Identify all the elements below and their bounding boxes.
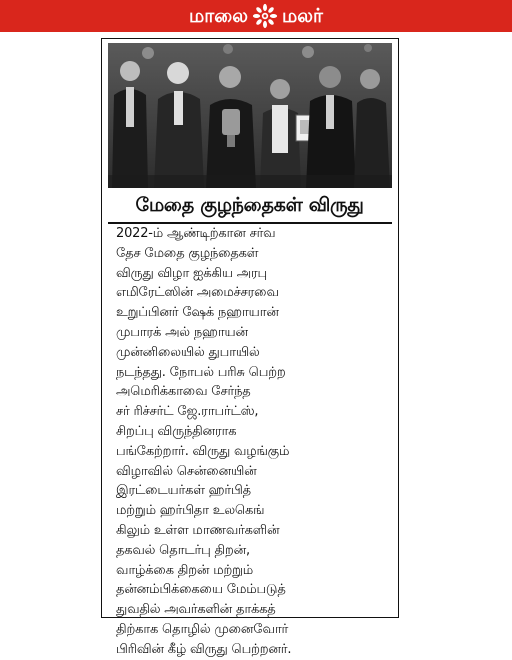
body-line: இரட்டையர்கள் ஹர்பித்	[116, 483, 251, 499]
body-line: திற்காக தொழில் முனைவோர்	[116, 621, 289, 637]
body-line: தேச மேதை குழந்தைகள்	[116, 245, 259, 261]
body-line: விழாவில் சென்னையின்	[116, 463, 257, 479]
body-line: பிரிவின் கீழ் விருது பெற்றனர்.	[116, 641, 292, 657]
body-line: உறுப்பினர் ஷேக் நஹாயான்	[116, 305, 279, 321]
body-line: பங்கேற்றார். விருது வழங்கும்	[116, 443, 290, 459]
body-line: வாழ்க்கை திறன் மற்றும்	[116, 562, 254, 578]
masthead	[0, 0, 512, 32]
body-line: சர் ரிச்சர்ட் ஜே.ராபர்ட்ஸ்,	[116, 404, 259, 420]
body-line: சிறப்பு விருந்தினராக	[116, 423, 237, 439]
body-line: கிலும் உள்ள மாணவர்களின்	[116, 522, 280, 538]
body-line: மற்றும் ஹர்பிதா உலகெங்	[116, 503, 265, 519]
article-body	[116, 224, 396, 660]
award-ceremony-photo	[108, 43, 392, 188]
body-line: தகவல் தொடர்பு திறன்,	[116, 542, 250, 558]
article-headline: மேதை குழந்தைகள் விருது	[135, 194, 364, 216]
news-clipping	[101, 38, 399, 657]
body-line: விருது விழா ஐக்கிய அரபு	[116, 265, 267, 281]
body-line: நடந்தது. நோபல் பரிசு பெற்ற	[116, 364, 286, 380]
flower-logo-icon	[252, 3, 278, 29]
body-line: 2022-ம் ஆண்டிற்கான சர்வ	[116, 226, 276, 241]
body-line: முபாரக் அல் நஹாயன்	[116, 324, 248, 340]
body-line: துவதில் அவர்களின் தாக்கத்	[116, 602, 276, 618]
award-ceremony-photo-drawing	[108, 43, 392, 188]
body-line: அமெரிக்காவை சேர்ந்த	[116, 384, 251, 400]
body-line: எமிரேட்ஸின் அமைச்சரவை	[116, 285, 279, 301]
brand-name-left: மாலை	[189, 5, 248, 27]
brand-name-right: மலர்	[281, 5, 323, 27]
body-line: தன்னம்பிக்கையை மேம்படுத்	[116, 582, 286, 598]
body-line: முன்னிலையில் துபாயில்	[116, 344, 260, 360]
